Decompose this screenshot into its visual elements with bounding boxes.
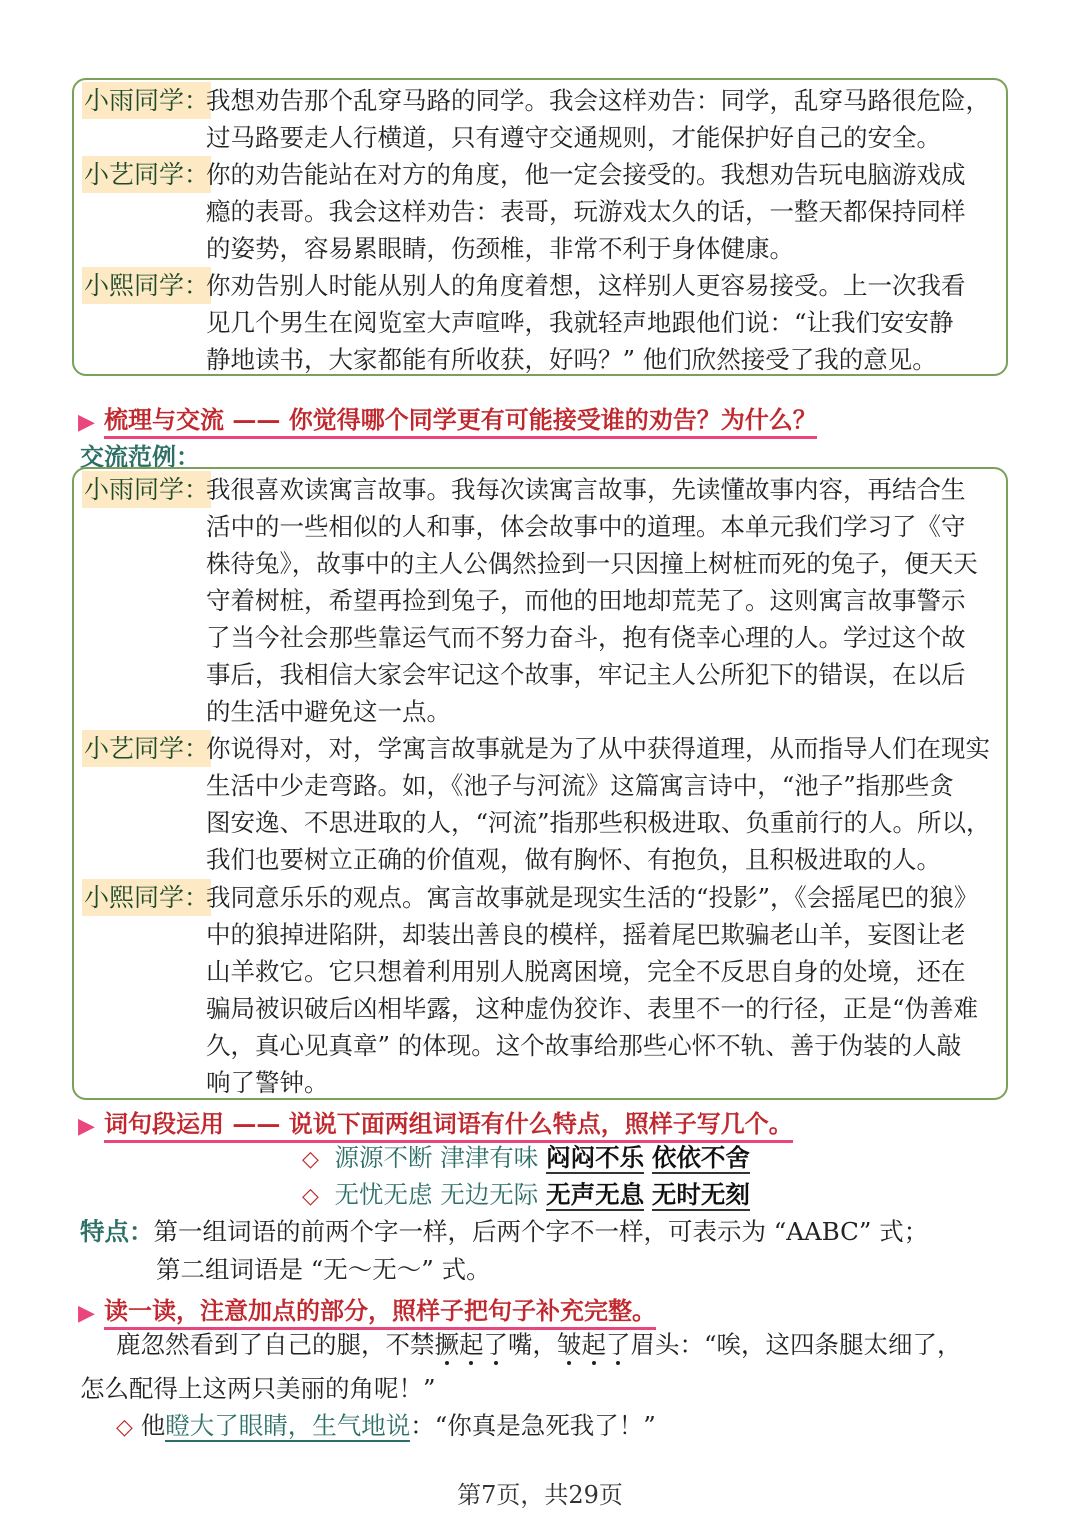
dotted-phrase: 皱起了	[557, 1330, 631, 1359]
written-word: 闷闷不乐	[546, 1143, 645, 1172]
dialogue-box-1	[72, 78, 1008, 376]
dialogue-text: 你劝告别人时能从别人的角度着想，这样别人更容易接受。上一次我看 见几个男生在阅览室大声喧哗，我就轻声地跟他们说：“让我们安安静 静地读书，大家都能有所收获，好吗？” 他们欣然接受了我的意见。	[206, 271, 966, 374]
section-heading-reading: ▶ 读一读，注意加点的部分，照样子把句子补充完整。	[78, 1291, 656, 1326]
dialogue-text: 你说得对，对，学寓言故事就是为了从中获得道理，从而指导人们在现实 生活中少走弯路。如，《池子与河流》这篇寓言诗中，“池子”指那些贪 图安逸、不思进取的人，“河流”指那些积极进取、负重前行的人。所以， 我们也要树立正确的价值观，做有胸怀、有抱负，且积极进取的人。	[206, 734, 991, 874]
feature-label: 特点：	[80, 1217, 154, 1246]
speaker-label: 小雨同学：	[82, 471, 211, 508]
written-word: 依依不舍	[651, 1143, 750, 1172]
written-word: 无时无刻	[651, 1180, 750, 1209]
dialogue-text: 你的劝告能站在对方的角度，他一定会接受的。我想劝告玩电脑游戏成 瘾的表哥。我会这样劝告：表哥，玩游戏太久的话，一整天都保持同样 的姿势，容易累眼睛，伤颈椎，非常不利于身体健康。	[206, 160, 966, 263]
speaker-label: 小艺同学：	[82, 156, 211, 193]
reading-paragraph-line-1: 鹿忽然看到了自己的腿，不禁撅起了嘴，皱起了眉头：“唉，这四条腿太细了，	[116, 1330, 962, 1359]
dialogue-text: 我想劝告那个乱穿马路的同学。我会这样劝告：同学，乱穿马路很危险， 过马路要走人行横道，只有遵守交通规则，才能保护好自己的安全。	[206, 86, 990, 152]
section-heading-word-usage: ▶ 词句段运用 —— 说说下面两组词语有什么特点，照样子写几个。	[78, 1104, 793, 1139]
feature-line-2: 第二组词语是 “无～无～” 式。	[156, 1255, 491, 1284]
play-arrow-icon: ▶	[78, 408, 95, 435]
underlined-phrase: 瞪大了眼睛，生气地说	[165, 1411, 411, 1440]
play-arrow-icon: ▶	[78, 1112, 95, 1139]
reading-paragraph-line-2: 怎么配得上这两只美丽的角呢！”	[80, 1374, 436, 1403]
dialogue-box-2	[72, 467, 1008, 1100]
example-label: 交流范例：	[80, 442, 200, 471]
dotted-phrase: 撅起了	[434, 1330, 508, 1359]
word-group-1	[302, 1139, 750, 1178]
given-word: 津津有味	[440, 1143, 539, 1172]
dialogue-text: 我很喜欢读寓言故事。我每次读寓言故事，先读懂故事内容，再结合生 活中的一些相似的人和事，体会故事中的道理。本单元我们学习了《守 株待兔》，故事中的主人公偶然捡到一只因撞上树桩而死的兔子，便天天 守着树桩，希望再捡到兔子，而他的田地却荒芜了。这则寓言故事警示 了当今社会那些靠运气而不努力奋斗，抱有侥幸心理的人。学过这个故 事后，我相信大家会牢记这个故事，牢记主人公所犯下的错误，在以后 的生活中避免这一点。	[206, 475, 978, 726]
section-heading-discussion: ▶ 梳理与交流 —— 你觉得哪个同学更有可能接受谁的劝告？为什么？	[78, 400, 817, 435]
diamond-icon: ◇	[116, 1415, 133, 1440]
diamond-icon: ◇	[302, 1184, 319, 1209]
word-group-2	[302, 1176, 750, 1215]
play-arrow-icon: ▶	[78, 1299, 95, 1326]
speaker-label: 小艺同学：	[82, 730, 211, 767]
speaker-label: 小熙同学：	[82, 879, 211, 916]
given-word: 无边无际	[440, 1180, 539, 1209]
page-number: 第7页，共29页	[457, 1481, 623, 1509]
dialogue-text: 我同意乐乐的观点。寓言故事就是现实生活的“投影”，《会摇尾巴的狼》 中的狼掉进陷阱，却装出善良的模样，摇着尾巴欺骗老山羊，妄图让老 山羊救它。它只想着利用别人脱离困境，完全不反思自身的处境，还在 骗局被识破后凶相毕露，这种虚伪狡诈、表里不一的行径，正是“伪善难 久，真心见真章” 的体现。这个故事给那些心怀不轨、善于伪装的人敲 响了警钟。	[206, 883, 979, 1097]
given-word: 源源不断	[334, 1143, 433, 1172]
speaker-label: 小雨同学：	[82, 82, 211, 119]
reading-exercise-line: ◇ 他瞪大了眼睛，生气地说：“你真是急死我了！”	[116, 1411, 656, 1440]
feature-line-1: 特点：第一组词语的前两个字一样，后两个字不一样，可表示为 “AABC” 式；	[80, 1217, 929, 1246]
given-word: 无忧无虑	[334, 1180, 433, 1209]
written-word: 无声无息	[546, 1180, 645, 1209]
speaker-label: 小熙同学：	[82, 267, 211, 304]
diamond-icon: ◇	[302, 1147, 319, 1172]
